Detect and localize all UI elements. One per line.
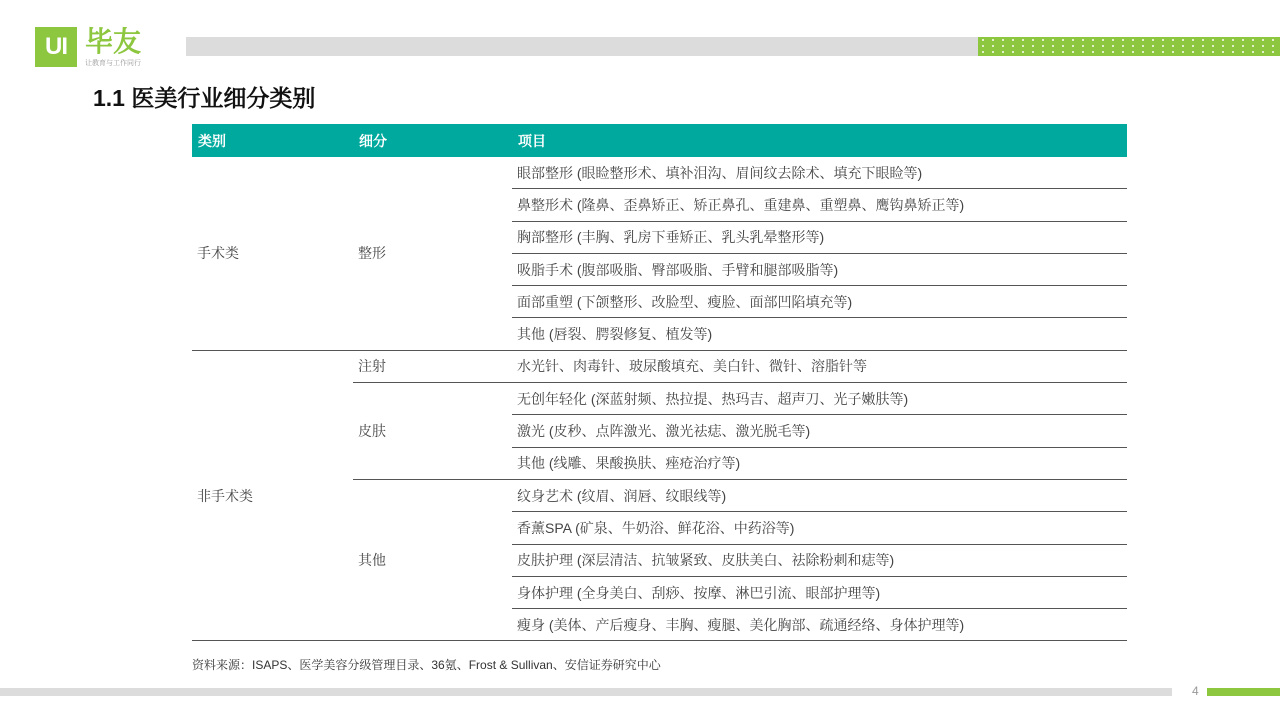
subcategory-cell: 注射 [353, 350, 512, 382]
header-subcategory: 细分 [353, 124, 512, 157]
brand-logo [35, 27, 175, 71]
item-cell: 眼部整形 (眼睑整形术、填补泪沟、眉间纹去除术、填充下眼睑等) [512, 157, 1127, 189]
subcategory-cell: 整形 [353, 157, 512, 350]
item-cell: 胸部整形 (丰胸、乳房下垂矫正、乳头乳晕整形等) [512, 221, 1127, 253]
item-cell: 皮肤护理 (深层清洁、抗皱紧致、皮肤美白、祛除粉刺和痣等) [512, 544, 1127, 576]
item-cell: 鼻整形术 (隆鼻、歪鼻矫正、矫正鼻孔、重建鼻、重塑鼻、鹰钩鼻矫正等) [512, 189, 1127, 221]
source-note: 资料来源：ISAPS、医学美容分级管理目录、36氪、Frost & Sullivan、安信证券研究中心 [192, 658, 661, 672]
logo-mark: UI [35, 27, 77, 67]
item-cell: 瘦身 (美体、产后瘦身、丰胸、瘦腿、美化胸部、疏通经络、身体护理等) [512, 609, 1127, 641]
item-cell: 纹身艺术 (纹眉、润唇、纹眼线等) [512, 479, 1127, 511]
table-row [192, 350, 1127, 382]
category-cell: 非手术类 [192, 350, 353, 641]
page-title: 1.1 医美行业细分类别 [93, 85, 316, 111]
category-cell: 手术类 [192, 157, 353, 350]
footer-accent-bar [1207, 688, 1280, 696]
subcategory-cell: 其他 [353, 479, 512, 640]
item-cell: 其他 (唇裂、腭裂修复、植发等) [512, 318, 1127, 350]
item-cell: 无创年轻化 (深蓝射频、热拉提、热玛吉、超声刀、光子嫩肤等) [512, 383, 1127, 415]
header-bar [186, 37, 978, 56]
item-cell: 香薰SPA (矿泉、牛奶浴、鲜花浴、中药浴等) [512, 512, 1127, 544]
table-header-row [192, 124, 1127, 157]
segment-table [192, 124, 1127, 641]
item-cell: 激光 (皮秒、点阵激光、激光祛痣、激光脱毛等) [512, 415, 1127, 447]
table-row [192, 157, 1127, 189]
footer-bar [0, 688, 1172, 696]
header-items: 项目 [512, 124, 1127, 157]
item-cell: 身体护理 (全身美白、刮痧、按摩、淋巴引流、眼部护理等) [512, 576, 1127, 608]
item-cell: 其他 (线雕、果酸换肤、痤疮治疗等) [512, 447, 1127, 479]
item-cell: 水光针、肉毒针、玻尿酸填充、美白针、微针、溶脂针等 [512, 350, 1127, 382]
item-cell: 面部重塑 (下颌整形、改脸型、瘦脸、面部凹陷填充等) [512, 286, 1127, 318]
header-accent-bar [978, 37, 1280, 56]
item-cell: 吸脂手术 (腹部吸脂、臀部吸脂、手臂和腿部吸脂等) [512, 253, 1127, 285]
logo-text: 毕友 [85, 26, 142, 57]
header-category: 类别 [192, 124, 353, 157]
subcategory-cell: 皮肤 [353, 383, 512, 480]
logo-subtitle: 让教育与工作同行 [85, 60, 141, 67]
page-number: 4 [1192, 684, 1199, 698]
